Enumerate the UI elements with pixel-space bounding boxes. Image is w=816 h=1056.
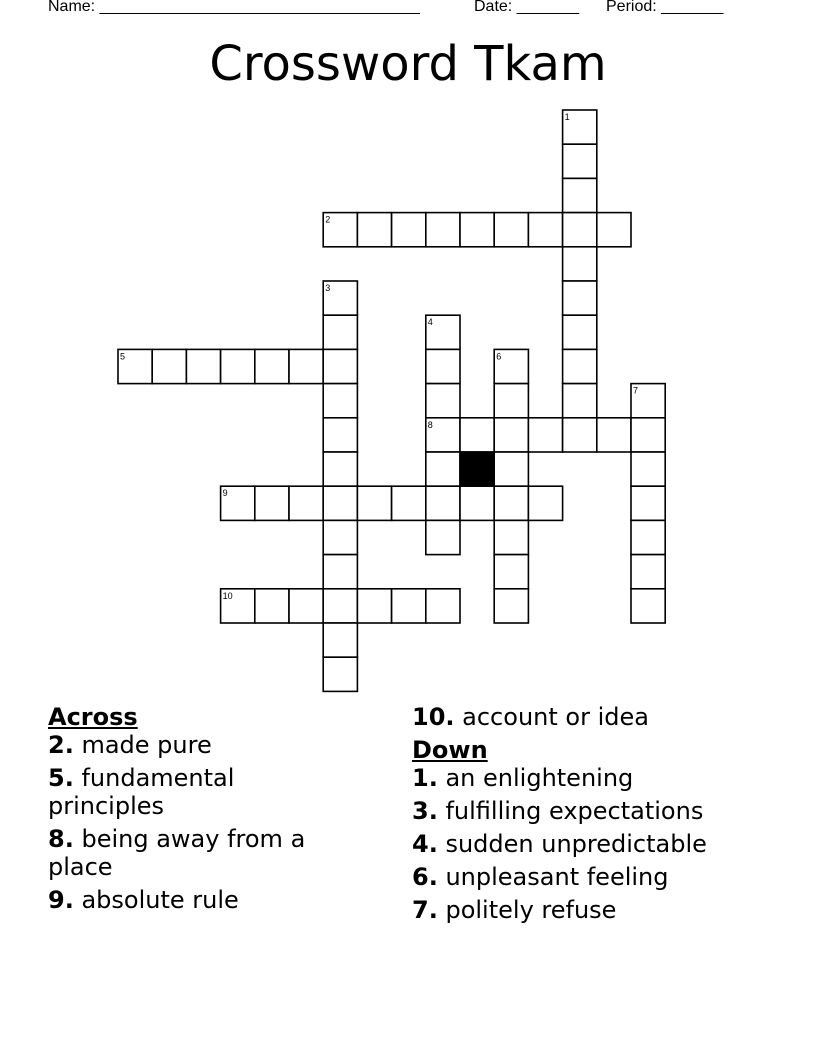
grid-cell[interactable] xyxy=(563,281,597,315)
cell-number: 2 xyxy=(325,214,331,225)
clue-down-4 xyxy=(412,830,792,858)
grid-cell[interactable] xyxy=(426,486,460,520)
grid-cell[interactable] xyxy=(152,349,186,383)
clue-across-5 xyxy=(48,764,348,820)
grid-cell[interactable] xyxy=(631,589,665,623)
grid-cell[interactable] xyxy=(528,213,562,247)
name-field-label: Name: ____________________________________ xyxy=(48,0,420,15)
grid-cell[interactable] xyxy=(494,213,528,247)
cell-number: 7 xyxy=(633,385,639,396)
grid-cell[interactable] xyxy=(289,349,323,383)
clues-column-right xyxy=(412,703,792,929)
grid-cell[interactable] xyxy=(631,555,665,589)
clue-text: politely refuse xyxy=(445,896,617,924)
grid-cell[interactable] xyxy=(426,349,460,383)
grid-cell[interactable] xyxy=(323,520,357,554)
period-field-label: Period: _______ xyxy=(606,0,724,15)
clue-across-8 xyxy=(48,825,348,881)
grid-cell[interactable] xyxy=(494,555,528,589)
clue-text: an enlightening xyxy=(445,764,634,792)
grid-cell[interactable] xyxy=(289,589,323,623)
grid-cell[interactable] xyxy=(323,315,357,349)
down-heading: Down xyxy=(412,736,488,764)
clue-number: 2. xyxy=(48,731,74,759)
clue-across-10 xyxy=(412,703,792,731)
grid-cell[interactable] xyxy=(323,349,357,383)
clue-text: account or idea xyxy=(462,703,649,731)
grid-cell[interactable] xyxy=(392,213,426,247)
grid-cell[interactable] xyxy=(631,452,665,486)
grid-cell[interactable] xyxy=(494,486,528,520)
cell-number: 8 xyxy=(427,419,433,430)
grid-cell[interactable] xyxy=(323,589,357,623)
grid-cell[interactable] xyxy=(494,589,528,623)
clue-across-9 xyxy=(48,886,348,914)
clue-number: 6. xyxy=(412,863,438,891)
clue-text: unpleasant feeling xyxy=(445,863,669,891)
grid-cell[interactable] xyxy=(357,589,391,623)
grid-cell[interactable] xyxy=(255,486,289,520)
grid-cell[interactable] xyxy=(528,418,562,452)
grid-cell[interactable] xyxy=(631,520,665,554)
clue-down-3 xyxy=(412,797,792,825)
clue-number: 7. xyxy=(412,896,438,924)
date-field-label: Date: _______ xyxy=(474,0,579,15)
clue-down-7 xyxy=(412,896,792,924)
grid-cell[interactable] xyxy=(460,418,494,452)
grid-cell[interactable] xyxy=(323,555,357,589)
clue-text: absolute rule xyxy=(81,886,239,914)
grid-cell[interactable] xyxy=(597,213,631,247)
grid-cell[interactable] xyxy=(494,418,528,452)
grid-cell[interactable] xyxy=(631,418,665,452)
grid-cell[interactable] xyxy=(255,349,289,383)
clue-text: made pure xyxy=(81,731,212,759)
grid-cell[interactable] xyxy=(426,213,460,247)
clue-number: 4. xyxy=(412,830,438,858)
grid-cell[interactable] xyxy=(563,247,597,281)
grid-cell[interactable] xyxy=(357,486,391,520)
cell-number: 4 xyxy=(427,317,433,328)
grid-cell[interactable] xyxy=(563,349,597,383)
cell-number: 6 xyxy=(496,351,502,362)
grid-cell[interactable] xyxy=(460,213,494,247)
grid-cell[interactable] xyxy=(323,452,357,486)
grid-cell[interactable] xyxy=(563,315,597,349)
clue-number: 1. xyxy=(412,764,438,792)
clue-text: fundamental principles xyxy=(48,764,235,820)
clue-text: fulfilling expectations xyxy=(445,797,704,825)
grid-cell[interactable] xyxy=(323,486,357,520)
cell-number: 1 xyxy=(564,112,570,122)
grid-cell[interactable] xyxy=(528,486,562,520)
clue-number: 9. xyxy=(48,886,74,914)
grid-cell[interactable] xyxy=(426,520,460,554)
cell-number: 9 xyxy=(222,488,228,499)
grid-cell[interactable] xyxy=(221,349,255,383)
grid-cell[interactable] xyxy=(494,452,528,486)
grid-cell[interactable] xyxy=(323,384,357,418)
clue-down-1 xyxy=(412,764,792,792)
clue-number: 10. xyxy=(412,703,455,731)
cell-number: 3 xyxy=(325,283,331,293)
clue-text: sudden unpredictable xyxy=(445,830,707,858)
grid-cell[interactable] xyxy=(631,486,665,520)
grid-cell[interactable] xyxy=(426,384,460,418)
grid-cell[interactable] xyxy=(563,144,597,178)
clues-column-left xyxy=(48,703,348,919)
grid-cell[interactable] xyxy=(289,486,323,520)
grid-cell[interactable] xyxy=(597,418,631,452)
grid-cell[interactable] xyxy=(357,213,391,247)
clue-text: being away from a place xyxy=(48,825,306,881)
grid-cell[interactable] xyxy=(460,486,494,520)
grid-cell[interactable] xyxy=(392,486,426,520)
clue-number: 8. xyxy=(48,825,74,853)
cell-number: 5 xyxy=(120,351,126,362)
clue-number: 5. xyxy=(48,764,74,792)
grid-cell[interactable] xyxy=(494,384,528,418)
clue-across-2 xyxy=(48,731,348,759)
grid-cell[interactable] xyxy=(323,657,357,691)
grid-cell[interactable] xyxy=(563,418,597,452)
grid-cell[interactable] xyxy=(563,213,597,247)
grid-cell[interactable] xyxy=(426,589,460,623)
grid-cell[interactable] xyxy=(563,178,597,212)
clue-down-6 xyxy=(412,863,792,891)
grid-cell[interactable] xyxy=(323,418,357,452)
page-title: Crossword Tkam xyxy=(209,36,607,92)
blocked-cell xyxy=(460,452,494,486)
clue-number: 3. xyxy=(412,797,438,825)
grid-cell[interactable] xyxy=(392,589,426,623)
grid-cell[interactable] xyxy=(255,589,289,623)
cell-number: 10 xyxy=(222,590,233,601)
grid-cell[interactable] xyxy=(494,520,528,554)
grid-cell[interactable] xyxy=(186,349,220,383)
grid-cell[interactable] xyxy=(426,452,460,486)
grid-cell[interactable] xyxy=(563,384,597,418)
across-heading: Across xyxy=(48,703,138,731)
grid-cell[interactable] xyxy=(323,623,357,657)
